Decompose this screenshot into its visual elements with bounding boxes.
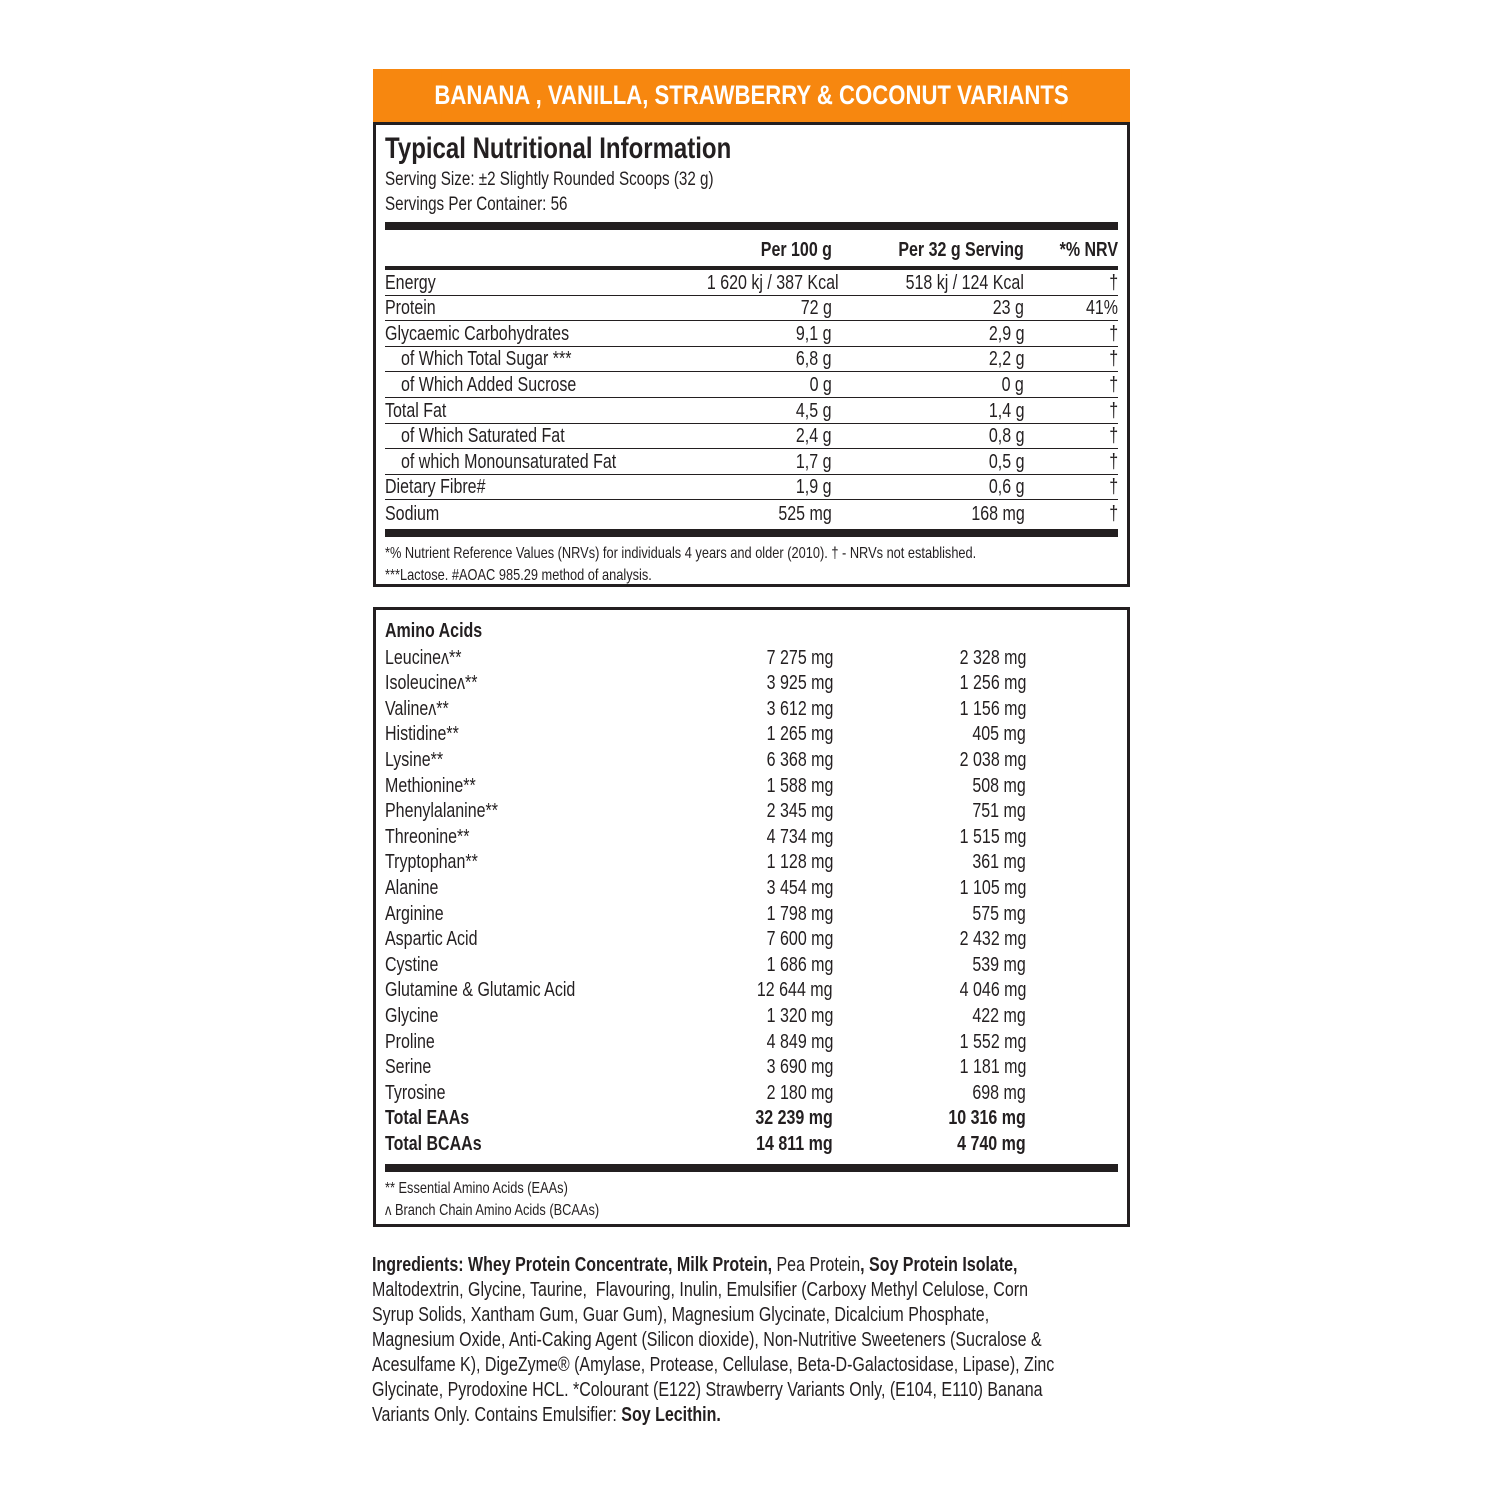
- nutrient-per-serving: 1,4 g: [988, 399, 1025, 422]
- amino-name: Tyrosine: [385, 1081, 446, 1104]
- amino-per-100g: 6 368 mg: [766, 748, 833, 771]
- variants-banner-title: BANANA , VANILLA, STRAWBERRY & COCONUT VARIANTS: [441, 69, 1062, 122]
- ingredient-text: Pea Protein: [772, 1254, 861, 1276]
- amino-name: Valineʌ**: [385, 697, 449, 720]
- nutrition-title: Typical Nutritional Information: [385, 132, 732, 165]
- amino-row: [385, 1054, 1118, 1080]
- nutrient-name: of Which Added Sucrose: [401, 373, 577, 396]
- amino-name: Serine: [385, 1056, 432, 1079]
- amino-row: [385, 926, 1118, 952]
- ingredients-line: [372, 1378, 1132, 1403]
- amino-per-serving: 1 105 mg: [959, 876, 1026, 899]
- amino-row: [385, 644, 1118, 670]
- amino-per-100g: 2 345 mg: [766, 800, 833, 823]
- ingredient-text: Maltodextrin, Glycine, Taurine, Flavouring, Inulin, Emulsifier (Carboxy Methyl Celulose, Corn: [372, 1279, 1028, 1301]
- ingredients-line: [372, 1403, 1132, 1428]
- amino-row: [385, 1028, 1118, 1054]
- amino-name: Phenylalanine**: [385, 800, 498, 823]
- amino-per-serving: 1 181 mg: [959, 1056, 1026, 1079]
- serving-size: Serving Size: ±2 Slightly Rounded Scoops (32 g): [385, 169, 714, 190]
- nrv-footnote: *% Nutrient Reference Values (NRVs) for individuals 4 years and older (2010). † - NRVs not established.: [385, 544, 977, 562]
- nutrient-nrv: †: [1109, 373, 1118, 396]
- nutrient-nrv: †: [1109, 399, 1118, 422]
- nutrient-per-100g: 1 620 kj / 387 Kcal: [706, 271, 839, 294]
- amino-row: [385, 1130, 1118, 1156]
- amino-name: Isoleucineʌ**: [385, 672, 478, 695]
- amino-acids-title: Amino Acids: [385, 620, 483, 642]
- nutrition-row: [385, 270, 1118, 296]
- ingredient-text: Glycinate, Pyrodoxine HCL. *Colourant (E122) Strawberry Variants Only, (E104, E110) Banana: [372, 1379, 1043, 1401]
- ingredient-text: Variants Only. Contains Emulsifier:: [372, 1404, 622, 1426]
- amino-name: Tryptophan**: [385, 851, 478, 874]
- amino-per-serving: 1 256 mg: [959, 672, 1026, 695]
- nutrient-name: of which Monounsaturated Fat: [401, 450, 617, 473]
- amino-name: Lysine**: [385, 748, 444, 771]
- amino-per-100g: 32 239 mg: [755, 1107, 833, 1130]
- nutrient-nrv: †: [1109, 425, 1118, 448]
- amino-name: Glutamine & Glutamic Acid: [385, 979, 576, 1002]
- amino-name: Threonine**: [385, 825, 470, 848]
- amino-per-serving: 4 046 mg: [959, 979, 1026, 1002]
- nutrient-per-100g: 0 g: [809, 373, 832, 396]
- amino-name: Cystine: [385, 953, 439, 976]
- amino-per-serving: 1 515 mg: [959, 825, 1026, 848]
- nutrition-row: [385, 398, 1118, 424]
- amino-per-serving: 4 740 mg: [957, 1132, 1026, 1155]
- servings-per-container: Servings Per Container: 56: [385, 194, 568, 215]
- amino-per-100g: 4 849 mg: [766, 1030, 833, 1053]
- nutrient-per-100g: 525 mg: [778, 502, 832, 525]
- eaa-footnote: ** Essential Amino Acids (EAAs): [385, 1179, 568, 1197]
- nutrient-name: Sodium: [385, 502, 440, 525]
- amino-per-100g: 7 275 mg: [766, 646, 833, 669]
- amino-per-serving: 405 mg: [972, 723, 1026, 746]
- nutrient-per-serving: 2,2 g: [988, 348, 1025, 371]
- amino-per-100g: 1 686 mg: [766, 953, 833, 976]
- ingredient-bold-text: Ingredients: Whey Protein Concentrate, Milk Protein,: [372, 1254, 773, 1276]
- amino-per-100g: 7 600 mg: [766, 928, 833, 951]
- amino-per-100g: 1 798 mg: [766, 902, 833, 925]
- amino-row: [385, 670, 1118, 696]
- amino-per-100g: 3 690 mg: [766, 1056, 833, 1079]
- nutrient-per-100g: 6,8 g: [796, 348, 832, 371]
- column-header-per-100g: Per 100 g: [760, 239, 832, 261]
- nutrition-row: [385, 321, 1118, 347]
- ingredients-line: [372, 1353, 1132, 1378]
- amino-name: Glycine: [385, 1004, 439, 1027]
- nutrient-nrv: †: [1109, 348, 1118, 371]
- ingredient-bold-text: Soy Lecithin.: [621, 1404, 721, 1426]
- ingredient-text: Acesulfame K), DigeZyme® (Amylase, Protease, Cellulase, Beta-D-Galactosidase, Lipase), Zinc: [372, 1354, 1055, 1376]
- nutrition-row: [385, 424, 1118, 450]
- amino-row: [385, 874, 1118, 900]
- amino-per-serving: 698 mg: [972, 1081, 1026, 1104]
- nutrient-nrv: †: [1109, 450, 1118, 473]
- amino-per-serving: 2 328 mg: [959, 646, 1026, 669]
- bcaa-footnote: ʌ Branch Chain Amino Acids (BCAAs): [385, 1201, 600, 1219]
- amino-name: Histidine**: [385, 723, 459, 746]
- amino-row: [385, 798, 1118, 824]
- nutrition-row: [385, 296, 1118, 322]
- amino-per-100g: 12 644 mg: [757, 979, 833, 1002]
- nutrient-name: of Which Total Sugar ***: [401, 348, 572, 371]
- amino-per-100g: 1 320 mg: [766, 1004, 833, 1027]
- amino-per-serving: 2 038 mg: [959, 748, 1026, 771]
- nutrition-row: [385, 372, 1118, 398]
- ingredients-line: [372, 1328, 1132, 1353]
- amino-row: [385, 823, 1118, 849]
- nutrient-per-serving: 23 g: [993, 297, 1025, 320]
- amino-name: Proline: [385, 1030, 435, 1053]
- nutrient-per-100g: 4,5 g: [796, 399, 832, 422]
- amino-per-serving: 539 mg: [972, 953, 1026, 976]
- nutrition-footnotes: [385, 537, 1118, 587]
- amino-per-100g: 1 265 mg: [766, 723, 833, 746]
- amino-per-serving: 575 mg: [972, 902, 1026, 925]
- nutrient-name: of Which Saturated Fat: [401, 425, 565, 448]
- nutrient-name: Energy: [385, 271, 436, 294]
- amino-row: [385, 1002, 1118, 1028]
- nutrient-nrv: †: [1109, 271, 1118, 294]
- nutrition-panel: [373, 122, 1130, 587]
- nutrient-per-serving: 0,6 g: [988, 476, 1025, 499]
- nutrient-per-serving: 0,8 g: [988, 425, 1025, 448]
- column-header-nrv: *% NRV: [1059, 239, 1118, 261]
- amino-per-100g: 3 454 mg: [766, 876, 833, 899]
- amino-row: [385, 772, 1118, 798]
- nutrient-per-serving: 168 mg: [970, 502, 1025, 525]
- amino-per-serving: 361 mg: [972, 851, 1026, 874]
- amino-row: [385, 1105, 1118, 1131]
- amino-per-serving: 1 156 mg: [959, 697, 1026, 720]
- nutrient-nrv: †: [1109, 322, 1118, 345]
- amino-row: [385, 900, 1118, 926]
- amino-per-100g: 2 180 mg: [766, 1081, 833, 1104]
- amino-footnotes: [385, 1172, 1118, 1222]
- ingredient-text: Magnesium Oxide, Anti-Caking Agent (Silicon dioxide), Non-Nutritive Sweeteners (Sucralose &: [372, 1329, 1042, 1351]
- nutrient-name: Dietary Fibre#: [385, 476, 486, 499]
- nutrient-nrv: †: [1109, 476, 1118, 499]
- amino-row: [385, 721, 1118, 747]
- amino-name: Leucineʌ**: [385, 646, 462, 669]
- amino-name: Methionine**: [385, 774, 476, 797]
- amino-per-100g: 4 734 mg: [766, 825, 833, 848]
- lactose-footnote: ***Lactose. #AOAC 985.29 method of analysis.: [385, 566, 652, 584]
- amino-row: [385, 746, 1118, 772]
- divider-thick: [385, 222, 1118, 230]
- nutrition-row: [385, 500, 1118, 526]
- amino-per-serving: 508 mg: [972, 774, 1026, 797]
- amino-per-serving: 422 mg: [972, 1004, 1026, 1027]
- amino-per-100g: 3 925 mg: [766, 672, 833, 695]
- amino-name: Alanine: [385, 876, 439, 899]
- nutrient-nrv: 41%: [1085, 297, 1118, 320]
- nutrient-per-100g: 1,7 g: [796, 450, 832, 473]
- divider-thick: [385, 1164, 1118, 1172]
- amino-per-serving: 2 432 mg: [959, 928, 1026, 951]
- divider-thick: [385, 529, 1118, 537]
- ingredient-text: Syrup Solids, Xantham Gum, Guar Gum), Magnesium Glycinate, Dicalcium Phosphate,: [372, 1304, 990, 1326]
- ingredients-line: [372, 1253, 1132, 1278]
- amino-row: [385, 849, 1118, 875]
- nutrient-nrv: †: [1109, 502, 1118, 525]
- ingredient-bold-text: , Soy Protein Isolate,: [860, 1254, 1018, 1276]
- amino-row: [385, 695, 1118, 721]
- nutrient-name: Total Fat: [385, 399, 447, 422]
- amino-name: Total EAAs: [385, 1107, 470, 1130]
- amino-name: Arginine: [385, 902, 444, 925]
- amino-per-serving: 1 552 mg: [959, 1030, 1026, 1053]
- amino-per-100g: 1 128 mg: [766, 851, 833, 874]
- amino-per-100g: 3 612 mg: [766, 697, 833, 720]
- ingredients-line: [372, 1278, 1132, 1303]
- nutrition-row: [385, 475, 1118, 501]
- amino-per-serving: 751 mg: [972, 800, 1026, 823]
- nutrient-per-serving: 0 g: [1001, 373, 1025, 396]
- column-header-per-serving: Per 32 g Serving: [898, 239, 1025, 261]
- nutrition-row: [385, 449, 1118, 475]
- ingredients-line: [372, 1303, 1132, 1328]
- amino-row: [385, 951, 1118, 977]
- amino-per-100g: 1 588 mg: [766, 774, 833, 797]
- nutrient-per-serving: 518 kj / 124 Kcal: [906, 271, 1025, 294]
- nutrition-label: [373, 69, 1130, 1227]
- ingredients-text: [372, 1253, 1132, 1428]
- amino-row: [385, 977, 1118, 1003]
- variants-banner: [373, 69, 1130, 122]
- nutrient-per-serving: 2,9 g: [988, 322, 1025, 345]
- amino-name: Total BCAAs: [385, 1132, 482, 1155]
- amino-acids-panel: [373, 607, 1130, 1227]
- nutrient-per-100g: 72 g: [800, 297, 832, 320]
- amino-per-serving: 10 316 mg: [948, 1107, 1026, 1130]
- amino-rows: [385, 644, 1118, 1156]
- nutrient-per-100g: 1,9 g: [796, 476, 832, 499]
- amino-per-100g: 14 811 mg: [756, 1132, 833, 1155]
- nutrition-row: [385, 347, 1118, 373]
- nutrient-per-serving: 0,5 g: [988, 450, 1025, 473]
- amino-name: Aspartic Acid: [385, 928, 478, 951]
- nutrient-name: Glycaemic Carbohydrates: [385, 322, 570, 345]
- nutrient-per-100g: 9,1 g: [796, 322, 832, 345]
- nutrient-name: Protein: [385, 297, 436, 320]
- nutrition-header-row: [385, 230, 1118, 266]
- nutrient-per-100g: 2,4 g: [796, 425, 832, 448]
- nutrition-rows: [385, 270, 1118, 526]
- amino-row: [385, 1079, 1118, 1105]
